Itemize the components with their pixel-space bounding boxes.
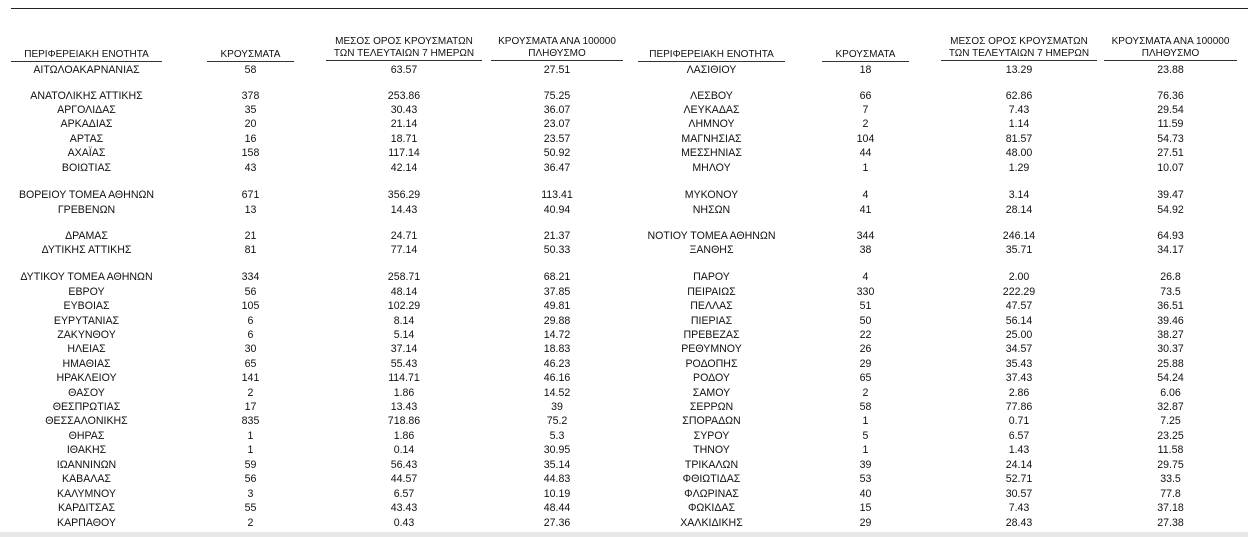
cell-region: ΠΡΕΒΕΖΑΣ	[683, 329, 740, 341]
cell-region: ΤΗΝΟΥ	[693, 444, 730, 456]
cell-cases: 5	[862, 430, 869, 442]
cell-region: ΒΟΙΩΤΙΑΣ	[61, 162, 112, 174]
cell-region: ΕΥΒΟΙΑΣ	[63, 300, 110, 312]
cell-avg7: 77.14	[390, 244, 418, 256]
cell-cases: 2	[862, 387, 869, 399]
cell-cases: 6	[247, 315, 254, 327]
cell-region: ΝΗΣΩΝ	[692, 204, 731, 216]
cell-region: ΓΡΕΒΕΝΩΝ	[57, 204, 116, 216]
header-underline	[207, 61, 294, 62]
cell-avg7: 35.71	[1005, 244, 1033, 256]
cell-avg7: 1.29	[1008, 162, 1030, 174]
cell-per100k: 54.73	[1157, 133, 1184, 145]
cell-per100k: 29.54	[1157, 104, 1184, 116]
header-avg7-left	[326, 36, 482, 60]
cell-cases: 344	[856, 230, 875, 242]
cell-avg7: 356.29	[387, 189, 421, 201]
header-region-right	[638, 49, 785, 61]
cell-cases: 330	[856, 286, 875, 298]
cell-per100k: 46.16	[543, 372, 571, 384]
cell-cases: 38	[859, 244, 872, 256]
cell-region: ΑΡΚΑΔΙΑΣ	[60, 118, 113, 130]
header-per100k-right	[1104, 36, 1237, 60]
cell-cases: 1	[862, 162, 869, 174]
cell-avg7: 52.71	[1005, 473, 1033, 485]
cell-avg7: 246.14	[1002, 230, 1036, 242]
cell-region: ΘΕΣΣΑΛΟΝΙΚΗΣ	[45, 415, 128, 427]
header-underline	[491, 60, 623, 61]
bottom-scroll-edge	[0, 532, 1248, 537]
cell-avg7: 14.43	[390, 204, 418, 216]
header-avg7-right	[941, 36, 1097, 60]
cell-per100k: 38.27	[1157, 329, 1184, 341]
cell-avg7: 56.43	[390, 459, 418, 471]
cell-per100k: 23.25	[1157, 430, 1184, 442]
cell-region: ΣΕΡΡΩΝ	[689, 401, 734, 413]
cell-region: ΛΕΥΚΑΔΑΣ	[683, 104, 740, 116]
cell-region: ΜΕΣΣΗΝΙΑΣ	[681, 147, 742, 159]
cell-region: ΠΑΡΟΥ	[693, 271, 730, 283]
cell-avg7: 62.86	[1005, 90, 1033, 102]
cell-region: ΘΑΣΟΥ	[68, 387, 105, 399]
header-avg7-line2: ΤΩΝ ΤΕΛΕΥΤΑΙΩΝ 7 ΗΜΕΡΩΝ	[948, 48, 1090, 59]
cell-region: ΙΘΑΚΗΣ	[66, 444, 107, 456]
cell-per100k: 29.75	[1157, 459, 1184, 471]
cell-region: ΔΡΑΜΑΣ	[65, 230, 108, 242]
cell-cases: 835	[241, 415, 260, 427]
cell-avg7: 47.57	[1005, 300, 1033, 312]
cell-avg7: 55.43	[390, 358, 418, 370]
header-region-left	[11, 49, 162, 61]
cell-region: ΚΑΡΔΙΤΣΑΣ	[57, 502, 116, 514]
cell-per100k: 49.81	[543, 300, 571, 312]
cell-per100k: 10.07	[1157, 162, 1184, 174]
cell-per100k: 75.25	[543, 90, 571, 102]
cell-per100k: 7.25	[1160, 415, 1181, 427]
cell-region: ΤΡΙΚΑΛΩΝ	[684, 459, 739, 471]
cell-cases: 58	[244, 64, 257, 76]
cell-region: ΘΗΡΑΣ	[68, 430, 105, 442]
cell-avg7: 21.14	[390, 118, 418, 130]
cell-per100k: 32.87	[1157, 401, 1184, 413]
cell-per100k: 40.94	[543, 204, 571, 216]
header-region-text: ΠΕΡΙΦΕΡΕΙΑΚΗ ΕΝΟΤΗΤΑ	[24, 49, 149, 60]
cell-region: ΦΩΚΙΔΑΣ	[687, 502, 736, 514]
cell-per100k: 30.95	[543, 444, 571, 456]
cell-cases: 35	[244, 104, 257, 116]
cell-region: ΜΑΓΝΗΣΙΑΣ	[681, 133, 742, 145]
cell-per100k: 25.88	[1157, 358, 1184, 370]
cell-region: ΞΑΝΘΗΣ	[689, 244, 734, 256]
cell-cases: 158	[241, 147, 260, 159]
cell-avg7: 718.86	[387, 415, 421, 427]
cell-per100k: 36.07	[543, 104, 571, 116]
cell-region: ΝΟΤΙΟΥ ΤΟΜΕΑ ΑΘΗΝΩΝ	[647, 230, 776, 242]
cell-region: ΚΑΛΥΜΝΟΥ	[57, 488, 116, 500]
cell-per100k: 21.37	[543, 230, 571, 242]
cell-per100k: 76.36	[1157, 90, 1184, 102]
cell-per100k: 14.72	[543, 329, 571, 341]
cell-avg7: 30.43	[390, 104, 418, 116]
cell-cases: 16	[244, 133, 257, 145]
cell-region: ΡΟΔΟΥ	[693, 372, 730, 384]
cell-per100k: 75.2	[546, 415, 568, 427]
cell-avg7: 117.14	[388, 147, 420, 159]
cell-per100k: 54.24	[1157, 372, 1184, 384]
cell-avg7: 253.86	[387, 90, 421, 102]
cell-cases: 20	[244, 118, 257, 130]
cell-cases: 53	[859, 473, 872, 485]
cell-region: ΣΑΜΟΥ	[692, 387, 731, 399]
cell-per100k: 27.36	[543, 517, 571, 529]
cell-per100k: 10.19	[543, 488, 571, 500]
cell-avg7: 6.57	[393, 488, 415, 500]
cell-region: ΘΕΣΠΡΩΤΙΑΣ	[52, 401, 121, 413]
header-cases-left	[207, 49, 294, 61]
cell-region: ΡΕΘΥΜΝΟΥ	[681, 343, 742, 355]
cell-avg7: 63.57	[390, 64, 418, 76]
cell-region: ΑΡΓΟΛΙΔΑΣ	[57, 104, 116, 116]
cell-per100k: 35.14	[543, 459, 571, 471]
cell-region: ΧΑΛΚΙΔΙΚΗΣ	[680, 517, 743, 529]
cell-avg7: 1.43	[1008, 444, 1030, 456]
cell-avg7: 81.57	[1005, 133, 1033, 145]
cell-avg7: 30.57	[1005, 488, 1033, 500]
cell-region: ΑΝΑΤΟΛΙΚΗΣ ΑΤΤΙΚΗΣ	[30, 90, 143, 102]
cell-avg7: 222.29	[1002, 286, 1036, 298]
cell-per100k: 36.47	[543, 162, 571, 174]
cell-avg7: 24.71	[390, 230, 418, 242]
cell-per100k: 23.07	[543, 118, 571, 130]
cell-cases: 65	[244, 358, 257, 370]
cell-avg7: 114.71	[388, 372, 420, 384]
cell-cases: 22	[859, 329, 872, 341]
cell-avg7: 24.14	[1005, 459, 1033, 471]
cell-region: ΑΡΤΑΣ	[69, 133, 104, 145]
cell-cases: 378	[241, 90, 260, 102]
cell-cases: 141	[241, 372, 260, 384]
cell-avg7: 7.43	[1008, 104, 1030, 116]
cell-avg7: 35.43	[1005, 358, 1033, 370]
cell-cases: 81	[244, 244, 257, 256]
cell-avg7: 258.71	[387, 271, 421, 283]
cell-region: ΕΒΡΟΥ	[68, 286, 105, 298]
cell-cases: 671	[241, 189, 260, 201]
cell-region: ΑΙΤΩΛΟΑΚΑΡΝΑΝΙΑΣ	[33, 64, 140, 76]
cell-avg7: 0.43	[393, 517, 415, 529]
cell-region: ΣΠΟΡΑΔΩΝ	[682, 415, 741, 427]
cell-per100k: 29.88	[543, 315, 571, 327]
cell-avg7: 13.43	[390, 401, 418, 413]
cell-cases: 65	[859, 372, 872, 384]
cell-avg7: 42.14	[390, 162, 418, 174]
cell-cases: 15	[859, 502, 872, 514]
cell-per100k: 39.47	[1157, 189, 1184, 201]
header-per100k-line2: ΠΛΗΘΥΣΜΟ	[1141, 48, 1200, 59]
cell-cases: 1	[862, 444, 869, 456]
cell-cases: 56	[244, 286, 257, 298]
cell-cases: 29	[859, 517, 872, 529]
cell-per100k: 39	[551, 401, 563, 413]
cell-region: ΠΕΛΛΑΣ	[690, 300, 733, 312]
cell-avg7: 1.14	[1008, 118, 1030, 130]
cell-avg7: 56.14	[1005, 315, 1033, 327]
cell-region: ΚΑΒΑΛΑΣ	[62, 473, 111, 485]
header-per100k-left	[491, 36, 623, 60]
top-rule	[11, 8, 1248, 9]
cell-per100k: 27.38	[1157, 517, 1184, 529]
cell-per100k: 33.5	[1160, 473, 1181, 485]
header-underline	[941, 60, 1097, 61]
cell-avg7: 77.86	[1005, 401, 1033, 413]
cell-cases: 66	[859, 90, 872, 102]
cell-region: ΗΛΕΙΑΣ	[67, 343, 106, 355]
cell-cases: 43	[244, 162, 257, 174]
cell-region: ΖΑΚΥΝΘΟΥ	[57, 329, 116, 341]
header-underline	[11, 61, 162, 62]
header-avg7-line2: ΤΩΝ ΤΕΛΕΥΤΑΙΩΝ 7 ΗΜΕΡΩΝ	[333, 48, 475, 59]
cell-cases: 44	[859, 147, 872, 159]
cell-cases: 334	[241, 271, 260, 283]
cell-avg7: 44.57	[390, 473, 418, 485]
cell-cases: 56	[244, 473, 257, 485]
cell-per100k: 18.83	[543, 343, 571, 355]
cell-region: ΦΛΩΡΙΝΑΣ	[684, 488, 739, 500]
cell-region: ΔΥΤΙΚΗΣ ΑΤΤΙΚΗΣ	[41, 244, 132, 256]
cell-avg7: 48.00	[1005, 147, 1033, 159]
cell-per100k: 39.46	[1157, 315, 1184, 327]
cell-per100k: 6.06	[1160, 387, 1181, 399]
cell-avg7: 3.14	[1008, 189, 1030, 201]
cell-region: ΗΜΑΘΙΑΣ	[62, 358, 111, 370]
cell-cases: 41	[859, 204, 872, 216]
cell-avg7: 0.14	[393, 444, 415, 456]
cell-per100k: 36.51	[1157, 300, 1184, 312]
cell-avg7: 43.43	[390, 502, 418, 514]
cell-cases: 2	[247, 517, 254, 529]
cell-cases: 4	[862, 189, 869, 201]
cell-avg7: 13.29	[1005, 64, 1033, 76]
cell-per100k: 113.41	[541, 189, 573, 201]
cell-cases: 3	[247, 488, 254, 500]
cell-avg7: 37.14	[390, 343, 418, 355]
cell-cases: 6	[247, 329, 254, 341]
cell-per100k: 50.33	[543, 244, 571, 256]
cell-cases: 21	[244, 230, 257, 242]
cell-region: ΕΥΡΥΤΑΝΙΑΣ	[53, 315, 120, 327]
cell-avg7: 5.14	[393, 329, 415, 341]
cell-per100k: 27.51	[543, 64, 571, 76]
cell-region: ΜΥΚΟΝΟΥ	[684, 189, 739, 201]
cell-per100k: 48.44	[543, 502, 571, 514]
cell-per100k: 23.57	[543, 133, 571, 145]
cell-cases: 2	[247, 387, 254, 399]
cell-cases: 50	[859, 315, 872, 327]
cell-cases: 1	[862, 415, 869, 427]
cell-avg7: 2.86	[1008, 387, 1030, 399]
cell-avg7: 1.86	[393, 430, 415, 442]
cell-cases: 51	[859, 300, 872, 312]
header-underline	[326, 60, 482, 61]
cell-cases: 7	[862, 104, 869, 116]
cell-avg7: 34.57	[1005, 343, 1033, 355]
cell-per100k: 44.83	[543, 473, 571, 485]
cell-avg7: 8.14	[393, 315, 415, 327]
cell-per100k: 34.17	[1157, 244, 1184, 256]
cell-avg7: 2.00	[1008, 271, 1030, 283]
cell-region: ΚΑΡΠΑΘΟΥ	[57, 517, 116, 529]
cell-per100k: 77.8	[1160, 488, 1181, 500]
cell-avg7: 6.57	[1008, 430, 1030, 442]
cell-per100k: 14.52	[543, 387, 571, 399]
cell-cases: 1	[247, 444, 254, 456]
cell-per100k: 11.59	[1157, 118, 1184, 130]
cell-avg7: 7.43	[1008, 502, 1030, 514]
header-underline	[638, 61, 785, 62]
cell-cases: 39	[859, 459, 872, 471]
cell-avg7: 1.86	[393, 387, 415, 399]
cell-cases: 4	[862, 271, 869, 283]
cell-cases: 30	[244, 343, 257, 355]
header-underline	[1104, 60, 1237, 61]
cell-region: ΠΙΕΡΙΑΣ	[690, 315, 733, 327]
cell-cases: 13	[244, 204, 257, 216]
cell-region: ΒΟΡΕΙΟΥ ΤΟΜΕΑ ΑΘΗΝΩΝ	[18, 189, 155, 201]
header-underline	[822, 61, 909, 62]
cell-per100k: 64.93	[1157, 230, 1184, 242]
cell-per100k: 27.51	[1157, 147, 1184, 159]
cell-per100k: 46.23	[543, 358, 571, 370]
header-per100k-line1: ΚΡΟΥΣΜΑΤΑ ΑΝΑ 100000	[1111, 36, 1230, 47]
cell-cases: 17	[244, 401, 257, 413]
cell-per100k: 23.88	[1157, 64, 1184, 76]
cell-region: ΗΡΑΚΛΕΙΟΥ	[56, 372, 117, 384]
header-per100k-line2: ΠΛΗΘΥΣΜΟ	[528, 48, 586, 59]
cell-avg7: 0.71	[1008, 415, 1030, 427]
cell-cases: 1	[247, 430, 254, 442]
cell-avg7: 37.43	[1005, 372, 1033, 384]
cell-cases: 18	[859, 64, 872, 76]
cell-avg7: 28.43	[1005, 517, 1033, 529]
header-avg7-line1: ΜΕΣΟΣ ΟΡΟΣ ΚΡΟΥΣΜΑΤΩΝ	[950, 36, 1088, 47]
header-cases-text: ΚΡΟΥΣΜΑΤΑ	[220, 49, 281, 60]
cell-cases: 26	[859, 343, 872, 355]
header-region-text: ΠΕΡΙΦΕΡΕΙΑΚΗ ΕΝΟΤΗΤΑ	[649, 49, 774, 60]
header-cases-right	[822, 49, 909, 61]
cell-region: ΙΩΑΝΝΙΝΩΝ	[56, 459, 117, 471]
cell-per100k: 50.92	[543, 147, 571, 159]
cell-avg7: 18.71	[390, 133, 418, 145]
cell-avg7: 48.14	[390, 286, 418, 298]
cell-cases: 40	[859, 488, 872, 500]
cell-region: ΑΧΑΪΑΣ	[67, 147, 106, 159]
cell-per100k: 54.92	[1157, 204, 1184, 216]
cell-region: ΡΟΔΟΠΗΣ	[685, 358, 738, 370]
header-avg7-line1: ΜΕΣΟΣ ΟΡΟΣ ΚΡΟΥΣΜΑΤΩΝ	[335, 36, 473, 47]
cell-avg7: 102.29	[387, 300, 421, 312]
cell-region: ΛΕΣΒΟΥ	[690, 90, 733, 102]
cell-region: ΜΗΛΟΥ	[692, 162, 731, 174]
header-cases-text: ΚΡΟΥΣΜΑΤΑ	[835, 49, 896, 60]
cell-cases: 55	[244, 502, 257, 514]
cell-avg7: 25.00	[1005, 329, 1033, 341]
cell-per100k: 73.5	[1160, 286, 1181, 298]
header-per100k-line1: ΚΡΟΥΣΜΑΤΑ ΑΝΑ 100000	[498, 36, 616, 47]
cell-region: ΛΑΣΙΘΙΟΥ	[686, 64, 737, 76]
cell-region: ΛΗΜΝΟΥ	[688, 118, 735, 130]
cell-per100k: 37.85	[543, 286, 571, 298]
cell-per100k: 26.8	[1160, 271, 1181, 283]
cell-cases: 105	[241, 300, 260, 312]
cell-cases: 29	[859, 358, 872, 370]
cell-cases: 59	[244, 459, 257, 471]
cell-per100k: 30.37	[1157, 343, 1184, 355]
cell-per100k: 11.58	[1157, 444, 1184, 456]
cell-region: ΣΥΡΟΥ	[693, 430, 730, 442]
cell-region: ΔΥΤΙΚΟΥ ΤΟΜΕΑ ΑΘΗΝΩΝ	[20, 271, 153, 283]
cell-cases: 2	[862, 118, 869, 130]
cell-region: ΦΘΙΩΤΙΔΑΣ	[682, 473, 741, 485]
cell-per100k: 68.21	[543, 271, 571, 283]
cell-per100k: 37.18	[1157, 502, 1184, 514]
cell-region: ΠΕΙΡΑΙΩΣ	[687, 286, 736, 298]
cell-cases: 104	[856, 133, 875, 145]
cell-per100k: 5.3	[549, 430, 565, 442]
cell-cases: 58	[859, 401, 872, 413]
cell-avg7: 28.14	[1005, 204, 1033, 216]
